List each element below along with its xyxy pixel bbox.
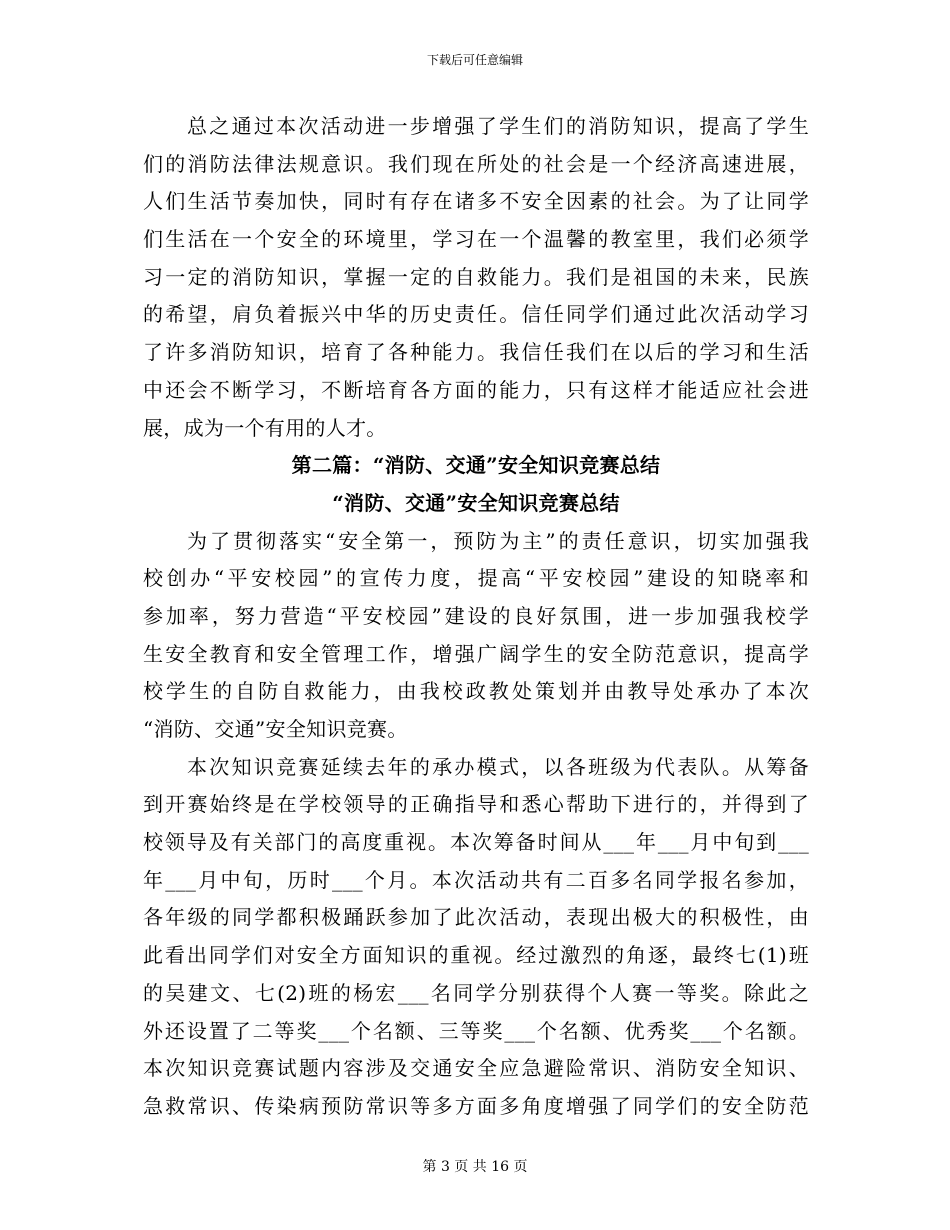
paragraph-line: 校学生的自防自救能力，由我校政教处策划并由教导处承办了本次 [143, 679, 809, 704]
paragraph-line: 中还会不断学习，不断培育各方面的能力，只有这样才能适应社会进 [143, 377, 809, 402]
paragraph-line: 总之通过本次活动进一步增强了学生们的消防知识，提高了学生 [187, 114, 809, 138]
paragraph-line: 此看出同学们对安全方面知识的重视。经过激烈的角逐，最终七(1)班 [143, 943, 809, 968]
paragraph-line: 外还设置了二等奖___个名额、三等奖___个名额、优秀奖___个名额。 [143, 1018, 809, 1043]
paragraph-line: 的希望，肩负着振兴中华的历史责任。信任同学们通过此次活动学习 [143, 302, 809, 327]
paragraph-line: 习一定的消防知识，掌握一定的自救能力。我们是祖国的未来，民族 [143, 264, 809, 289]
paragraph-line: 了许多消防知识，培育了各种能力。我信任我们在以后的学习和生活 [143, 340, 809, 365]
page-header: 下载后可任意编辑 [426, 53, 523, 67]
section-heading: “消防、交通”安全知识竞赛总结 [332, 490, 620, 515]
document-body [143, 108, 809, 1126]
paragraph-line: 们生活在一个安全的环境里，学习在一个温馨的教室里，我们必须学 [143, 227, 809, 252]
paragraph-line: 展，成为一个有用的人才。 [143, 415, 387, 440]
paragraph-line: 参加率，努力营造“平安校园”建设的良好氛围，进一步加强我校学 [143, 603, 809, 628]
page-number: 第 3 页 共 16 页 [422, 1159, 528, 1175]
paragraph-line: 到开赛始终是在学校领导的正确指导和悉心帮助下进行的，并得到了 [143, 792, 809, 817]
paragraph-line: 生安全教育和安全管理工作，增强广阔学生的安全防范意识，提高学 [143, 641, 809, 666]
paragraph-line: 为了贯彻落实“安全第一，预防为主”的责任意识，切实加强我 [187, 528, 809, 553]
section-heading: 第二篇：“消防、交通”安全知识竞赛总结 [291, 453, 661, 478]
paragraph-line: 急救常识、传染病预防常识等多方面多角度增强了同学们的安全防范 [143, 1093, 809, 1118]
paragraph-line: 校创办“平安校园”的宣传力度，提高“平安校园”建设的知晓率和 [143, 566, 809, 591]
paragraph-line: 的吴建文、七(2)班的杨宏___名同学分别获得个人赛一等奖。除此之 [143, 980, 809, 1005]
paragraph-line: 各年级的同学都积极踊跃参加了此次活动，表现出极大的积极性，由 [143, 905, 809, 930]
paragraph-line: “消防、交通”安全知识竞赛。 [143, 717, 408, 741]
paragraph-line: 本次知识竞赛延续去年的承办模式，以各班级为代表队。从筹备 [187, 754, 809, 779]
paragraph-line: 们的消防法律法规意识。我们现在所处的社会是一个经济高速进展， [143, 151, 809, 176]
paragraph-line: 年___月中旬，历时___个月。本次活动共有二百多名同学报名参加， [143, 867, 809, 892]
paragraph-line: 校领导及有关部门的高度重视。本次筹备时间从___年___月中旬到___ [143, 830, 809, 855]
paragraph-line: 人们生活节奏加快，同时有存在诸多不安全因素的社会。为了让同学 [143, 189, 809, 214]
paragraph-line: 本次知识竞赛试题内容涉及交通安全应急避险常识、消防安全知识、 [143, 1056, 809, 1081]
